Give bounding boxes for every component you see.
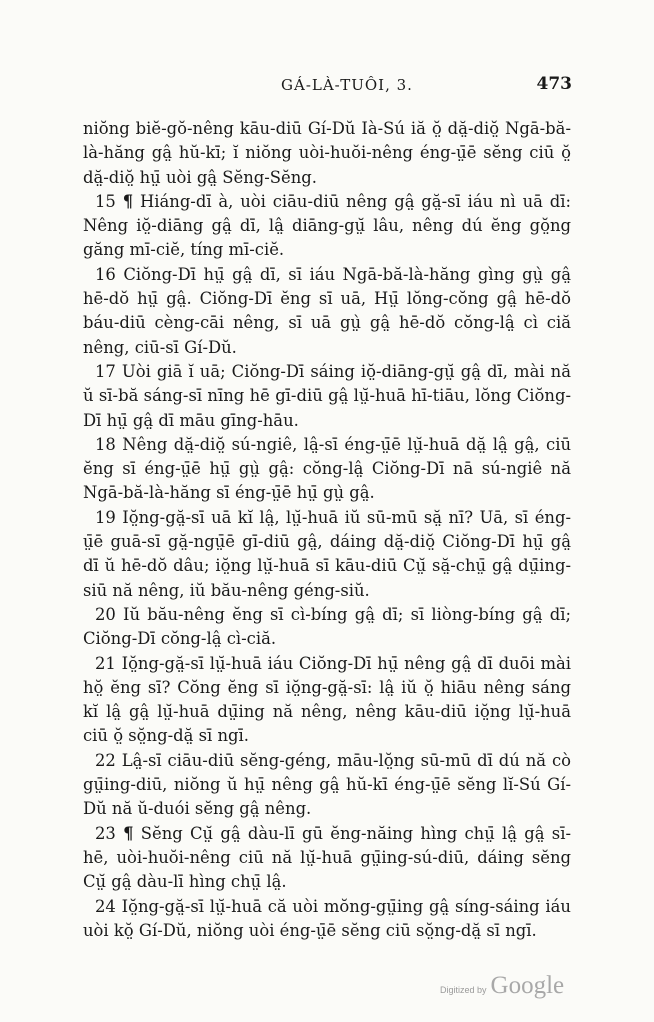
verse-number: 15 bbox=[95, 191, 116, 211]
verse-19 bbox=[83, 506, 571, 603]
verse-22 bbox=[83, 749, 571, 822]
verse-text: niŏng biĕ-gŏ-nêng kāu-diū Gí-Dŭ Ià-Sú iă ŏ̤ dă̤-diŏ̤ Ngā-bă-là-hăng gâ̤ hŭ-kī; ĭ niŏng uòi-huŏi-nêng éng-ṳ̄ē sĕng ciū ŏ̤ dă̤-diŏ̤ hṳ̄ uòi gâ̤ Sĕng-Sĕng. bbox=[83, 119, 571, 187]
digitized-label: Digitized by bbox=[440, 985, 487, 995]
verse-15 bbox=[83, 190, 571, 263]
running-title: GÁ-LÀ-TUÔI, 3. bbox=[281, 76, 413, 94]
verse-text: Iŏ̤ng-gă̤-sī uā kĭ lâ̤, lṳ̆-huā iŭ sū-mū să̤ nī? Uā, sī éng-ṳ̄ē guā-sī gă̤-ngṳ̄ē gī-diū gâ̤, dáing dă̤-diŏ̤ Ciŏng-Dī hṳ̄ gâ̤ dī ŭ hē-dŏ dâu; iŏ̤ng lṳ̆-huā sī kāu-diū Cṳ̆ să̤-chṳ̄ gâ̤ dṳ̄ing-siū nă nêng, iŭ bău-nêng géng-siŭ. bbox=[83, 507, 571, 600]
digitized-watermark bbox=[440, 972, 564, 1000]
verse-number: 24 bbox=[95, 896, 116, 916]
google-logo: Google bbox=[490, 972, 565, 999]
verse-23 bbox=[83, 822, 571, 895]
verse-17 bbox=[83, 360, 571, 433]
verse-text: Sĕng Cṳ̆ gâ̤ dàu-lī gū ĕng-năing hìng chṳ̄ lâ̤ gâ̤ sī-hē, uòi-huŏi-nêng ciū nă lṳ̆-huā gṳ̄ing-sú-diū, dáing sĕng Cṳ̆ gâ̤ dàu-lī hìng chṳ̄ lâ̤. bbox=[83, 823, 571, 892]
verse-text: Nêng dă̤-diŏ̤ sú-ngiê, lâ̤-sī éng-ṳ̄ē lṳ̆-huā dă̤ lâ̤ gâ̤, ciū ĕng sī éng-ṳ̄ē hṳ̄ gṳ̀ gâ̤: cŏng-lâ̤ Ciŏng-Dī nā sú-ngiê nă Ngā-bă-là-hăng sī éng-ṳ̄ē hṳ̄ gṳ̀ gâ̤. bbox=[83, 434, 572, 503]
verse-number: 19 bbox=[95, 507, 116, 527]
verse-text: Iŭ bău-nêng ĕng sī cì-bíng gâ̤ dī; sī liòng-bíng gâ̤ dī; Ciŏng-Dī cŏng-lâ̤ cì-ciă. bbox=[83, 604, 571, 649]
verse-number: 17 bbox=[95, 361, 116, 381]
verse-number: 18 bbox=[95, 434, 116, 454]
verse-number: 22 bbox=[95, 750, 116, 770]
verse-number: 21 bbox=[95, 653, 116, 673]
page-header bbox=[96, 76, 572, 98]
verse-16 bbox=[83, 263, 571, 360]
verse-number: 16 bbox=[95, 264, 116, 284]
paragraph bbox=[83, 117, 571, 190]
verse-24 bbox=[83, 895, 571, 944]
verse-text: Iŏ̤ng-gă̤-sī lṳ̆-huā că uòi mŏng-gṳ̄ing gâ̤ síng-sáing iáu uòi kŏ̤ Gí-Dŭ, niŏng uòi éng-ṳ̄ē sĕng ciū sŏ̤ng-dă̤ sī ngī. bbox=[83, 896, 571, 940]
page-number: 473 bbox=[536, 74, 572, 94]
verse-text: Lâ̤-sī ciāu-diū sĕng-géng, māu-lŏ̤ng sū-mū dī dú nă cò gṳ̄ing-diū, niŏng ŭ hṳ̄ nêng gâ̤ hŭ-kī éng-ṳ̄ē sĕng lĭ-Sú Gí-Dŭ nă ŭ-duói sĕng gâ̤ nêng. bbox=[83, 750, 571, 819]
verse-text: Ciŏng-Dī hṳ̄ gâ̤ dī, sī iáu Ngā-bă-là-hăng gìng gṳ̀ gâ̤ hē-dŏ hṳ̄ gâ̤. Ciŏng-Dī ĕng sī uā, Hṳ̄ lŏng-cŏng gâ̤ hē-dŏ báu-diū cèng-cāi nêng, sī uā gṳ̀ gâ̤ hē-dŏ cŏng-lâ̤ cì ciă nêng, ciū-sī Gí-Dŭ. bbox=[83, 264, 571, 357]
verse-number: 20 bbox=[95, 604, 116, 624]
verse-20 bbox=[83, 603, 571, 652]
verse-text: Uòi giā ĭ uā; Ciŏng-Dī sáing iŏ̤-diāng-gṳ̆ gâ̤ dī, mài nă ŭ sī-bă sáng-sī nīng hē gī-diū gâ̤ lṳ̆-huā hī-tiāu, lŏng Ciŏng-Dī hṳ̄ gâ̤ dī māu gīng-hāu. bbox=[83, 361, 571, 430]
verse-21 bbox=[83, 652, 571, 749]
pilcrow-icon: ¶ bbox=[122, 191, 134, 211]
verse-18 bbox=[83, 433, 571, 506]
verse-text: Hiáng-dī à, uòi ciāu-diū nêng gâ̤ gă̤-sī iáu nì uā dī: Nêng iŏ̤-diāng gâ̤ dī, lâ̤ diāng-gṳ̆ lâu, nêng dú ĕng gŏ̤ng găng mī-ciĕ, tíng mī-ciĕ. bbox=[83, 191, 571, 260]
body-text bbox=[83, 117, 571, 943]
verse-number: 23 bbox=[95, 823, 116, 843]
pilcrow-icon: ¶ bbox=[123, 823, 134, 843]
verse-text: Iŏ̤ng-gă̤-sī lṳ̆-huā iáu Ciŏng-Dī hṳ̄ nêng gâ̤ dī duōi mài hŏ̤ ĕng sī? Cŏng ĕng sī iŏ̤ng-gă̤-sī: lâ̤ iŭ ŏ̤ hiāu nêng sáng kĭ lâ̤ gâ̤ lṳ̆-huā dṳ̄ing nă nêng, nêng kāu-diū iŏ̤ng lṳ̆-huā ciū ŏ̤ sŏ̤ng-dă̤ sī ngī. bbox=[83, 653, 571, 746]
